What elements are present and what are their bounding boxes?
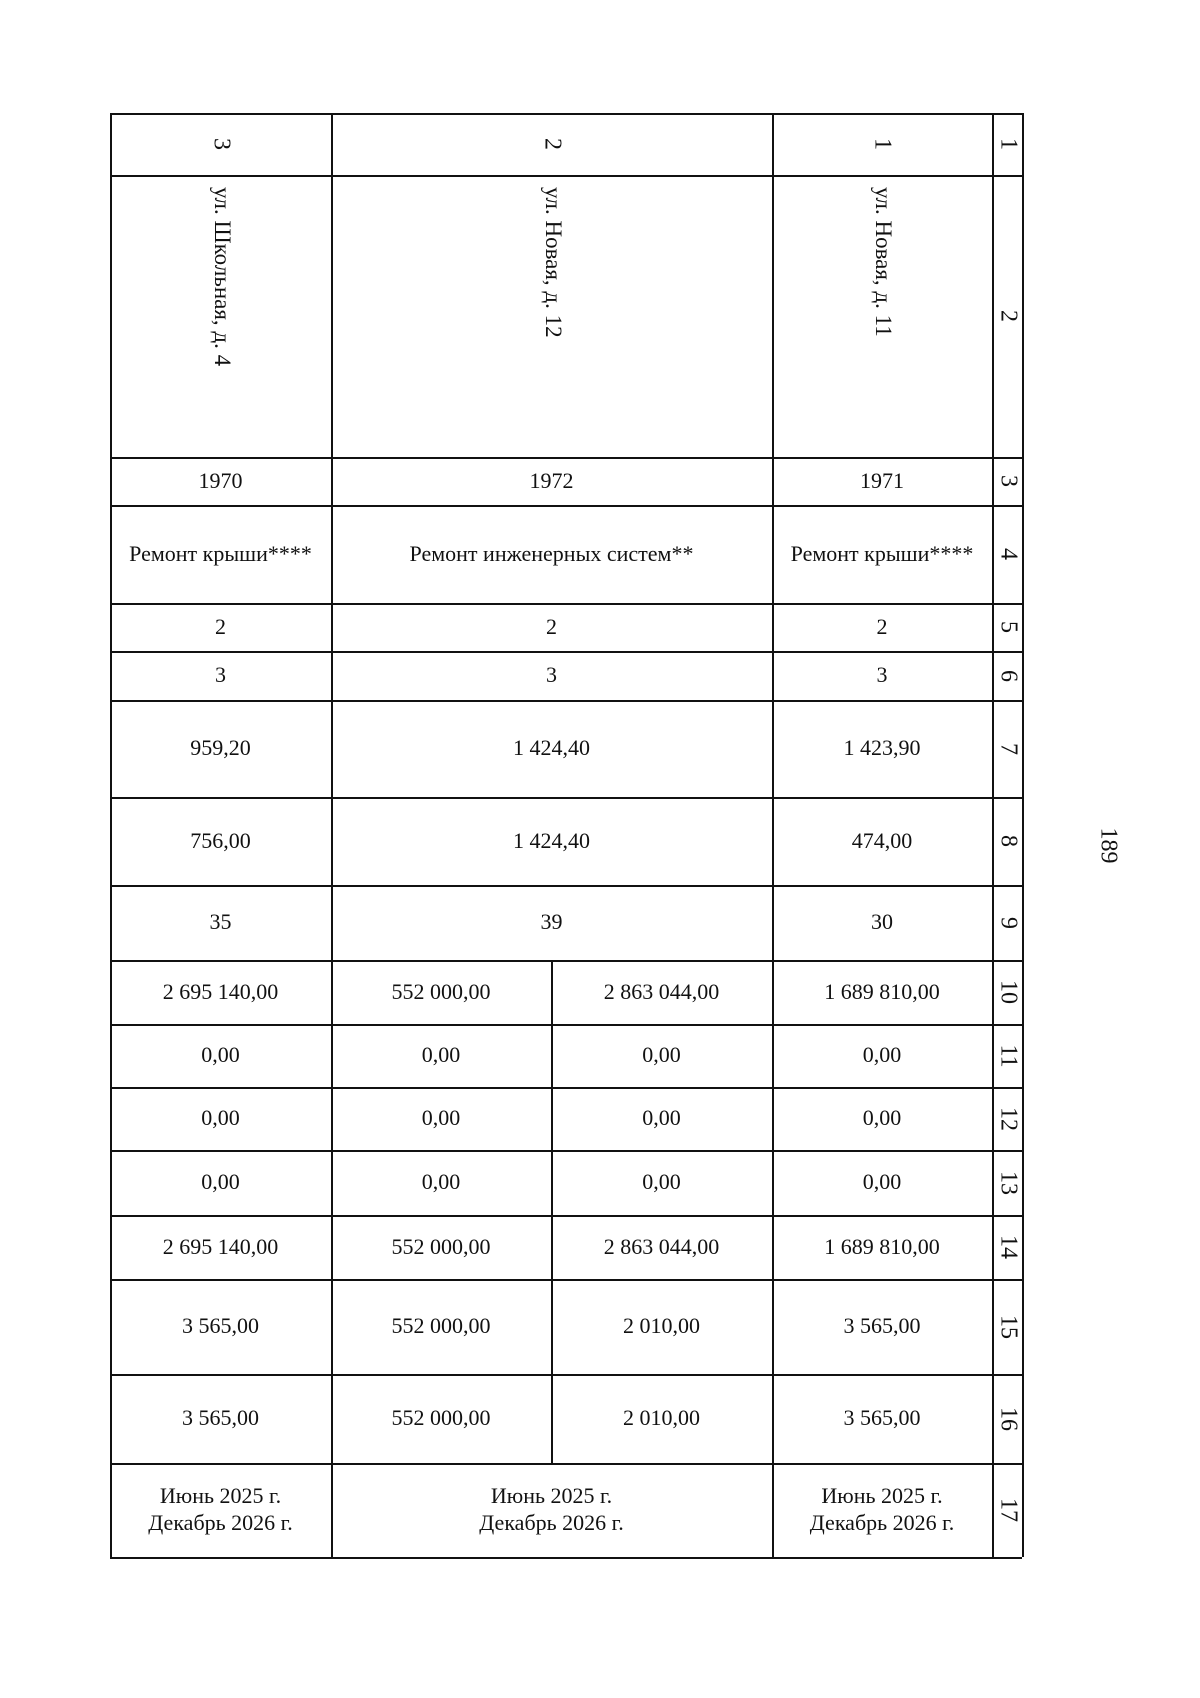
column-number: 4 [995,548,1022,560]
address: ул. Школьная, д. 4 [209,187,235,367]
value-col-6: 3 [546,662,557,688]
column-number: 16 [995,1406,1022,1431]
value-c10: 2 695 140,00 [162,978,279,1004]
value-col-7: 1 423,90 [843,735,921,761]
value-c16-a: 552 000,00 [391,1405,491,1431]
value-col-5: 2 [546,613,557,639]
value-col-5: 2 [215,613,226,639]
build-year: 1970 [198,467,243,493]
value-c12-b: 0,00 [642,1105,681,1131]
row-border-1 [110,175,1022,177]
value-c15-b: 2 010,00 [623,1313,700,1339]
column-number: 12 [995,1106,1022,1131]
column-number: 13 [995,1170,1022,1195]
value-c11: 0,00 [862,1042,902,1068]
value-c10-b: 2 863 044,00 [603,978,720,1004]
work-type: Ремонт крыши**** [790,540,974,566]
row-number: 1 [869,138,896,150]
column-number: 11 [995,1043,1022,1068]
col-border-2 [992,113,994,1557]
value-col-9: 39 [540,909,563,935]
work-period: Июнь 2025 г. Декабрь 2026 г. [479,1483,624,1535]
value-col-9: 30 [871,909,893,935]
column-number: 7 [995,742,1022,755]
column-number: 5 [995,621,1022,633]
value-c12: 0,00 [862,1105,902,1131]
value-c13-a: 0,00 [421,1169,461,1195]
column-number: 3 [995,475,1022,487]
value-c11-a: 0,00 [421,1042,461,1068]
value-c12-a: 0,00 [421,1105,461,1131]
value-c14: 2 695 140,00 [162,1233,279,1259]
value-c10: 1 689 810,00 [824,978,940,1004]
column-number: 17 [995,1498,1022,1522]
row-number: 3 [208,138,234,150]
work-type: Ремонт инженерных систем** [409,540,694,566]
row-border-17 [110,1557,1022,1559]
value-col-9: 35 [209,909,232,935]
value-c15-a: 552 000,00 [391,1313,491,1339]
column-number: 15 [995,1314,1022,1339]
work-period: Июнь 2025 г. Декабрь 2026 г. [148,1483,293,1535]
value-c13: 0,00 [201,1169,240,1195]
value-c11: 0,00 [201,1042,240,1068]
value-c14: 1 689 810,00 [824,1233,940,1259]
col-border-3 [1022,113,1024,1557]
value-c16: 3 565,00 [843,1405,921,1431]
row-border-0 [110,113,1022,115]
column-number: 14 [995,1235,1022,1259]
value-c11-b: 0,00 [642,1042,681,1068]
value-col-8: 756,00 [190,827,251,853]
value-c15: 3 565,00 [843,1313,921,1339]
value-col-8: 1 424,40 [513,827,590,853]
column-number: 9 [995,916,1022,929]
value-c16-b: 2 010,00 [623,1405,700,1431]
address: ул. Новая, д. 11 [871,187,896,337]
value-c16: 3 565,00 [182,1405,259,1431]
column-number: 2 [995,310,1022,322]
column-number: 10 [995,980,1022,1004]
work-period: Июнь 2025 г. Декабрь 2026 г. [809,1483,955,1535]
work-type: Ремонт крыши**** [129,540,312,566]
value-c15: 3 565,00 [182,1313,259,1339]
page-number: 189 [1095,827,1122,864]
column-number: 8 [995,835,1022,847]
value-col-7: 1 424,40 [513,735,590,761]
value-col-6: 3 [215,662,226,688]
address: ул. Новая, д. 12 [540,187,566,338]
build-year: 1972 [529,467,574,493]
row-number: 2 [539,138,565,150]
column-number: 1 [995,138,1022,150]
value-col-5: 2 [876,613,888,639]
value-c10-a: 552 000,00 [391,978,491,1004]
build-year: 1971 [860,467,904,493]
value-col-6: 3 [876,662,888,688]
value-c13: 0,00 [862,1169,902,1195]
value-col-8: 474,00 [851,827,913,853]
value-c14-b: 2 863 044,00 [603,1233,720,1259]
column-number: 6 [995,669,1022,682]
value-c13-b: 0,00 [642,1169,681,1195]
value-c14-a: 552 000,00 [391,1233,491,1259]
value-col-7: 959,20 [190,735,251,761]
value-c12: 0,00 [201,1105,240,1131]
